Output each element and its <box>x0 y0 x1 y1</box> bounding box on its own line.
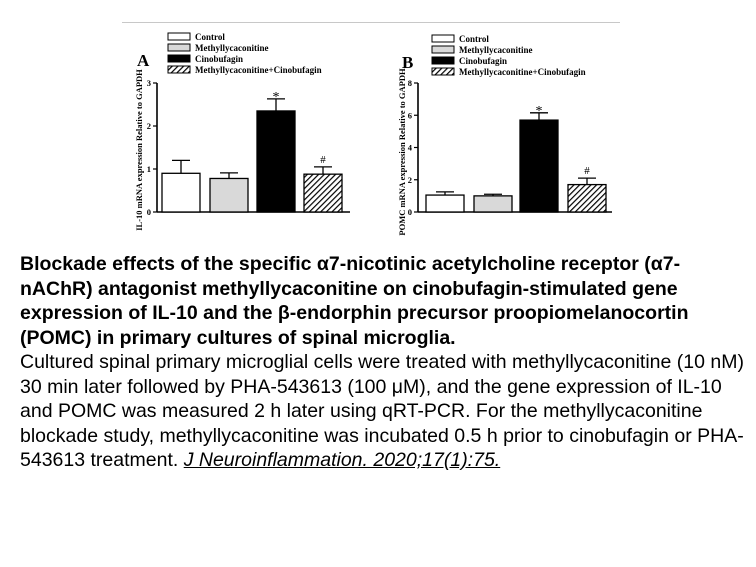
bar-control <box>162 173 200 212</box>
bar-control <box>426 195 464 212</box>
legend-swatch-methyllycaconitine <box>168 44 190 51</box>
legend-label-methyllycaconitine: Methyllycaconitine <box>459 45 533 55</box>
panel-a-ylabel: IL-10 mRNA expression Relative to GAPDH <box>134 69 144 231</box>
y-tick-label: 0 <box>146 207 151 217</box>
panel-a-label: A <box>137 51 150 70</box>
significance-marker: # <box>584 165 590 178</box>
figure-caption <box>20 252 750 473</box>
significance-marker: * <box>272 89 280 105</box>
bar-cinobufagin <box>520 120 558 212</box>
y-tick-label: 2 <box>146 121 151 131</box>
panel-a <box>134 32 350 231</box>
significance-marker: * <box>535 103 543 119</box>
y-tick-label: 8 <box>407 78 412 88</box>
panel-b-ylabel: POMC mRNA expression Relative to GAPDH <box>397 68 407 236</box>
legend-swatch-cinobufagin <box>432 57 454 64</box>
caption-body: Cultured spinal primary microglial cells were treated with methyllycaconitine (10 nM) 30 min later followed by PHA-543613 (100 μM), and the gene expression of IL-10 and POMC was measured 2 h later using qRT-PCR. For the methyllycaconitine blockade study, methyllycaconitine was incubated 0.5 h prior to cinobufagin or PHA-543613 treatment. <box>20 351 744 471</box>
y-tick-label: 1 <box>146 164 151 174</box>
legend-swatch-methyllycaconitine <box>432 46 454 53</box>
panel-a-legend <box>168 32 322 75</box>
y-tick-label: 6 <box>407 110 412 121</box>
y-tick-label: 0 <box>407 207 412 217</box>
legend-label-methyllycaconitine: Methyllycaconitine <box>195 43 269 53</box>
figure <box>0 0 756 250</box>
panel-b-legend <box>432 34 586 77</box>
legend-label-combination: Methyllycaconitine+Cinobufagin <box>459 67 586 77</box>
bar-methyllycaconitine-cinobufagin <box>304 174 342 212</box>
bar-cinobufagin <box>257 111 295 212</box>
y-tick-label: 4 <box>407 142 412 153</box>
panel-a-plot <box>147 78 350 217</box>
bar-methyllycaconitine <box>210 178 248 212</box>
citation-link[interactable]: J Neuroinflammation. 2020;17(1):75. <box>183 449 501 471</box>
legend-label-control: Control <box>459 34 489 44</box>
legend-swatch-control <box>432 35 454 42</box>
bar-methyllycaconitine <box>474 196 512 212</box>
y-tick-label: 3 <box>146 78 151 88</box>
legend-swatch-combination <box>432 68 454 75</box>
panel-b-plot <box>408 78 612 217</box>
legend-label-combination: Methyllycaconitine+Cinobufagin <box>195 65 322 75</box>
legend-label-cinobufagin: Cinobufagin <box>459 56 508 66</box>
legend-label-cinobufagin: Cinobufagin <box>195 54 244 64</box>
panel-b-label: B <box>402 53 414 72</box>
significance-marker: # <box>320 153 326 166</box>
y-tick-label: 2 <box>407 174 412 185</box>
caption-title: Blockade effects of the specific α7-nicotinic acetylcholine receptor (α7-nAChR) antagonist methyllycaconitine on cinobufagin-stimulated gene expression of IL-10 and the β-endorphin precursor proopiomelanocortin (POMC) in primary cultures of spinal microglia. <box>20 253 689 349</box>
bar-methyllycaconitine-cinobufagin <box>568 185 606 212</box>
legend-swatch-control <box>168 33 190 40</box>
legend-swatch-combination <box>168 66 190 73</box>
legend-swatch-cinobufagin <box>168 55 190 62</box>
panel-b <box>397 34 612 236</box>
legend-label-control: Control <box>195 32 225 42</box>
